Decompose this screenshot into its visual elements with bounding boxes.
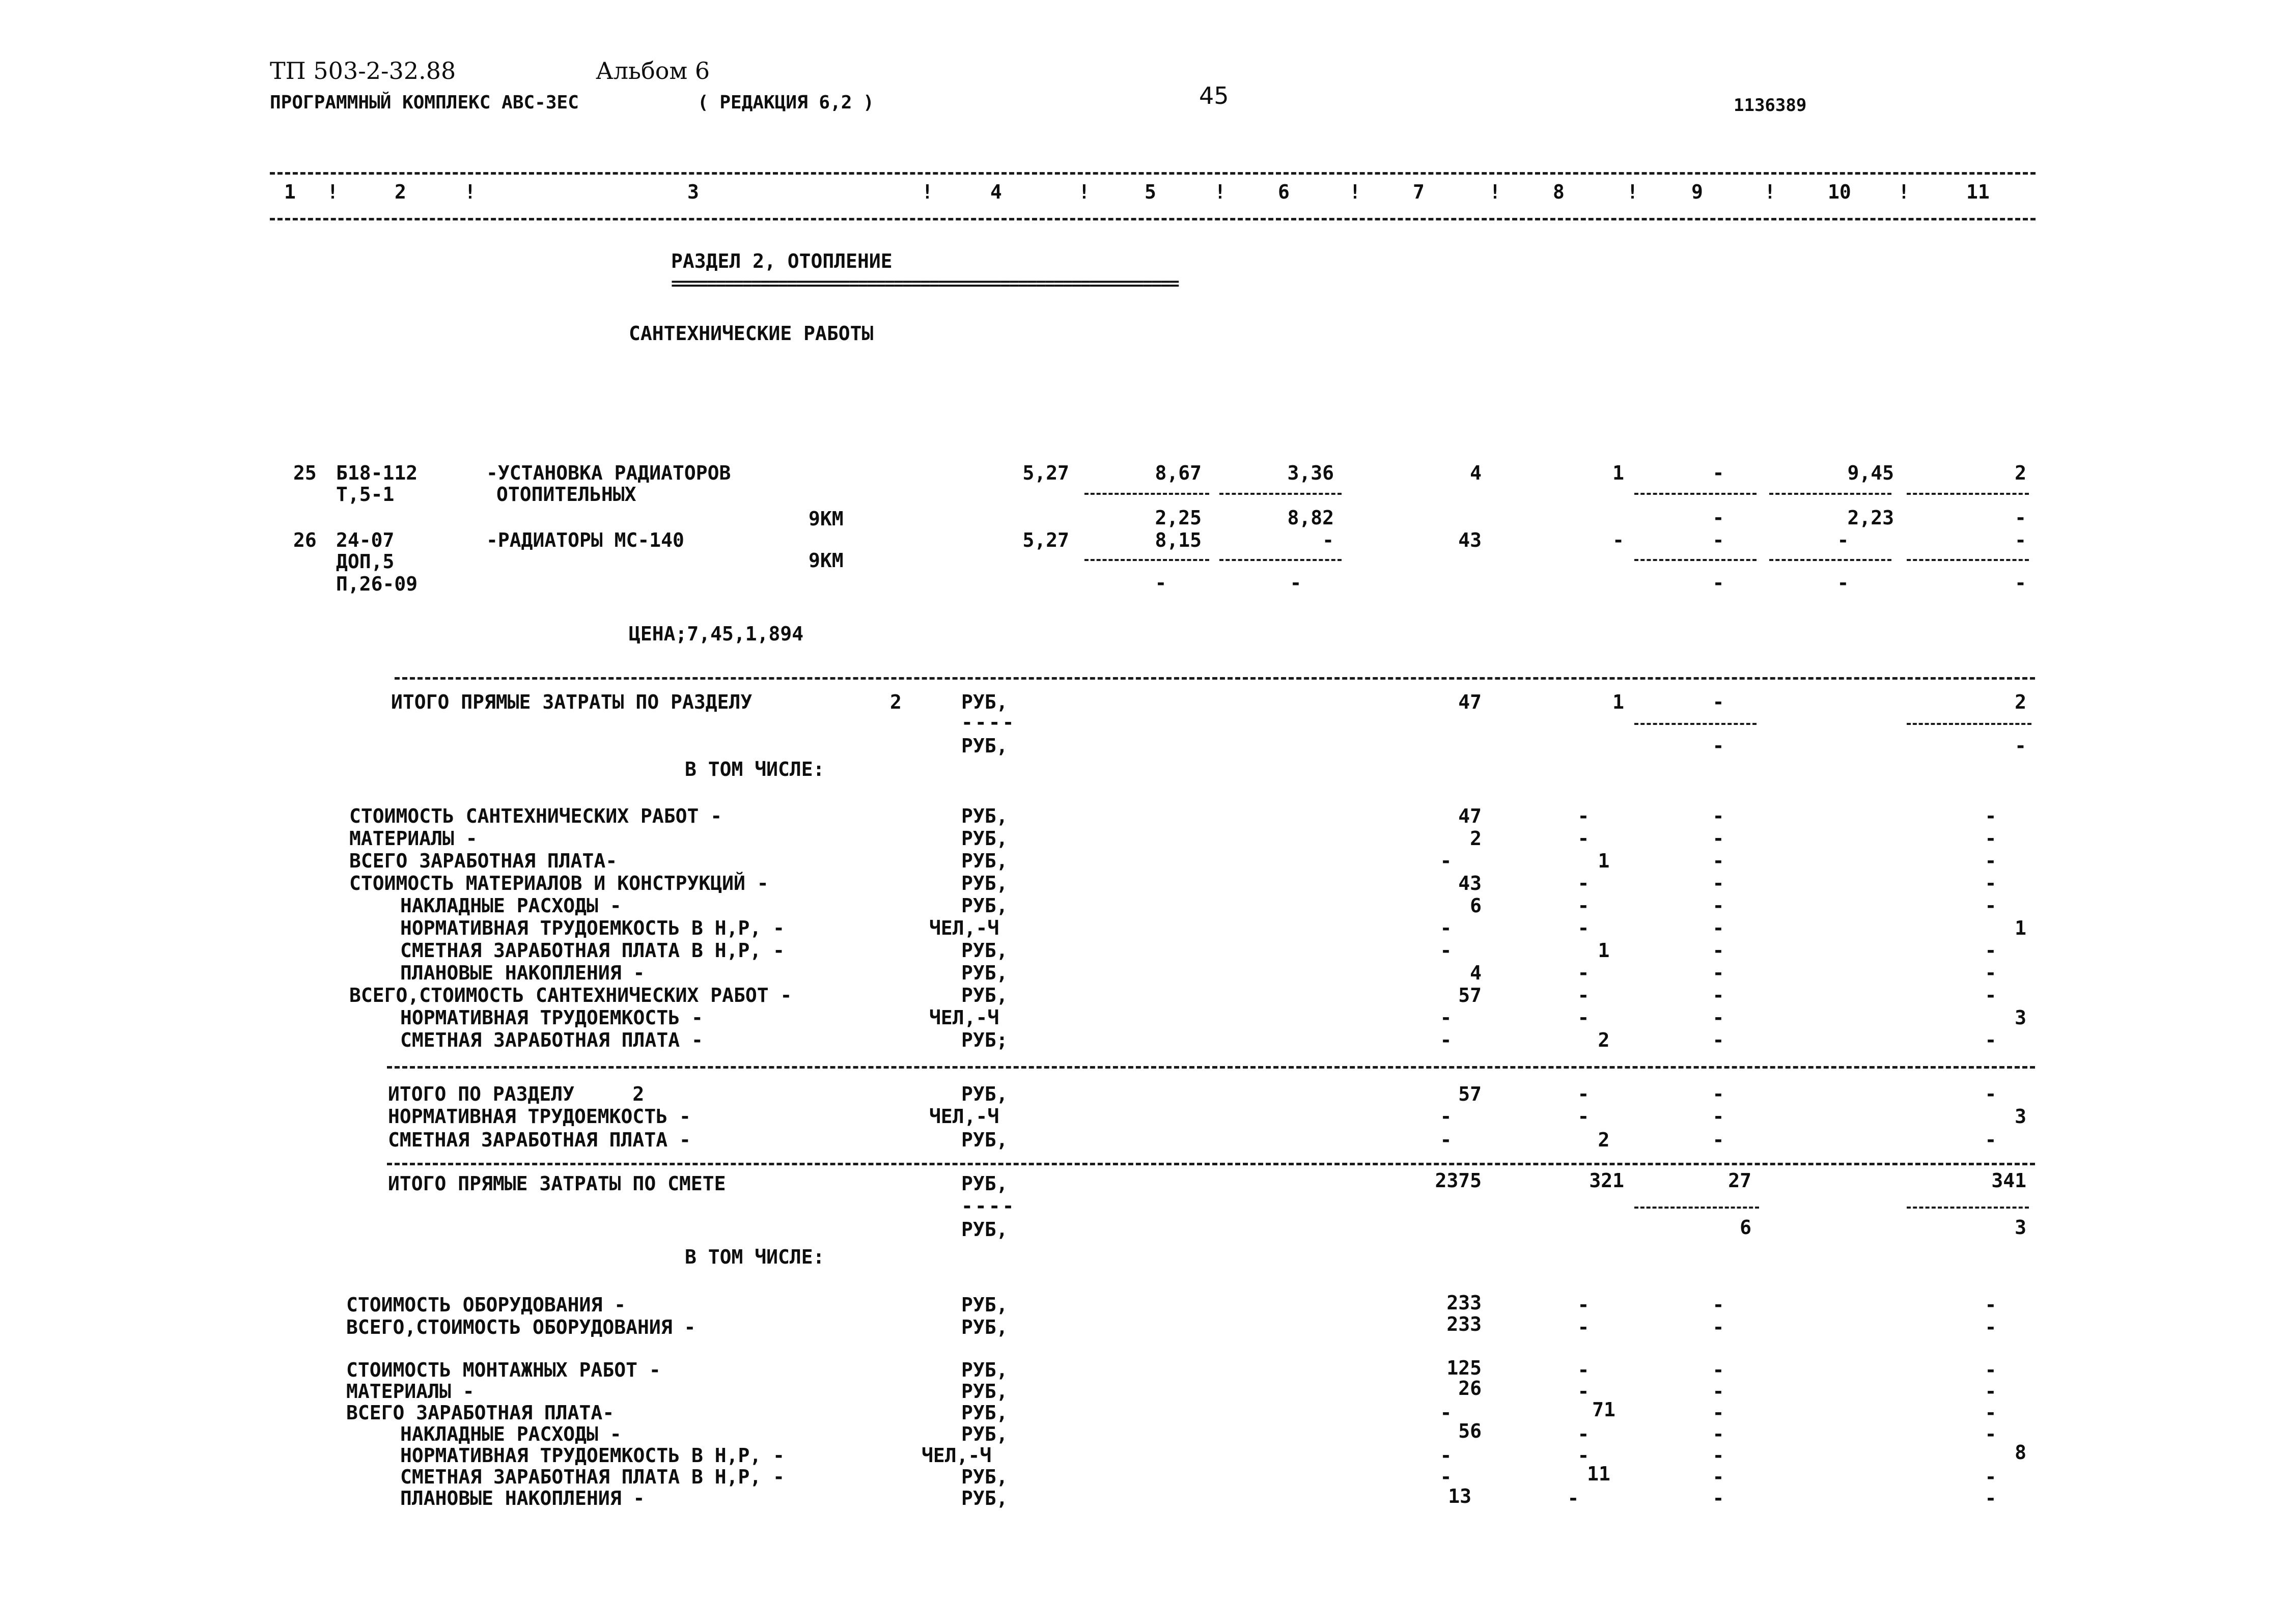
breakdown-wages: - bbox=[1577, 962, 1590, 984]
item-number: 25 bbox=[293, 462, 317, 484]
section-total-cost: - bbox=[1440, 1129, 1452, 1151]
estimate-total-label: ИТОГО ПРЯМЫЕ ЗАТРАТЫ ПО СМЕТЕ bbox=[388, 1172, 726, 1195]
breakdown-col11: - bbox=[1985, 827, 1997, 850]
installation-unit: РУБ, bbox=[961, 1380, 1008, 1403]
item-quantity: 5,27 bbox=[1022, 462, 1069, 484]
installation-label: СТОИМОСТЬ МОНТАЖНЫХ РАБОТ - bbox=[346, 1359, 661, 1381]
breakdown-col11: 1 bbox=[2015, 917, 2026, 939]
breakdown-col9: - bbox=[1712, 917, 1724, 939]
breakdown-unit: РУБ, bbox=[961, 962, 1008, 984]
cell-divider bbox=[1907, 559, 2029, 561]
breakdown-unit: ЧЕЛ,-Ч bbox=[929, 1006, 999, 1029]
item-unit: 9КМ bbox=[809, 549, 844, 572]
installation-wages: - bbox=[1577, 1423, 1590, 1445]
breakdown-col11: - bbox=[1985, 805, 1997, 827]
installation-col11: 8 bbox=[2015, 1441, 2026, 1464]
installation-wages: - bbox=[1577, 1380, 1590, 1403]
cell-divider bbox=[1084, 559, 1209, 561]
section-total-col9: - bbox=[1712, 1129, 1724, 1151]
breakdown-label: ВСЕГО,СТОИМОСТЬ САНТЕХНИЧЕСКИХ РАБОТ - bbox=[349, 984, 792, 1006]
breakdown-wages: - bbox=[1577, 1006, 1590, 1029]
total-wages: - bbox=[1612, 529, 1624, 551]
breakdown-col11: - bbox=[1985, 1029, 1997, 1051]
equipment-col11: - bbox=[1985, 1294, 1997, 1316]
section-total-col9: - bbox=[1712, 1083, 1724, 1105]
breakdown-label: НОРМАТИВНАЯ ТРУДОЕМКОСТЬ - bbox=[400, 1006, 703, 1029]
breakdown-cost: - bbox=[1440, 939, 1452, 962]
installation-unit: РУБ, bbox=[961, 1487, 1008, 1509]
breakdown-unit: РУБ, bbox=[961, 939, 1008, 962]
installation-cost: - bbox=[1440, 1466, 1452, 1488]
breakdown-col9: - bbox=[1712, 1006, 1724, 1029]
cell-divider bbox=[1634, 559, 1757, 561]
breakdown-label: НАКЛАДНЫЕ РАСХОДЫ - bbox=[400, 894, 622, 917]
item-code-supplement: ДОП,5 bbox=[336, 550, 395, 573]
section-title-underline: ========================================================= bbox=[671, 273, 1178, 294]
item-number: 26 bbox=[293, 529, 317, 551]
breakdown-wages: - bbox=[1577, 894, 1590, 917]
estimate-total-rule bbox=[387, 1163, 2035, 1165]
breakdown-cost: 6 bbox=[1470, 894, 1482, 917]
totals-col9: - bbox=[1712, 691, 1724, 713]
breakdown-label: МАТЕРИАЛЫ - bbox=[349, 827, 478, 850]
installation-cost: 26 bbox=[1458, 1377, 1482, 1399]
installation-cost: - bbox=[1440, 1402, 1452, 1424]
breakdown-unit: РУБ; bbox=[961, 1029, 1008, 1051]
totals-unit-dashes: ---- bbox=[961, 711, 1016, 734]
section-total-cost: - bbox=[1440, 1105, 1452, 1128]
column-separator: ! bbox=[1627, 181, 1638, 203]
section-total-col9: - bbox=[1712, 1105, 1724, 1128]
column-separator: ! bbox=[922, 181, 933, 203]
installation-unit: РУБ, bbox=[961, 1359, 1008, 1381]
breakdown-col9: - bbox=[1712, 894, 1724, 917]
installation-col11: - bbox=[1985, 1402, 1997, 1424]
installation-wages: 71 bbox=[1592, 1398, 1615, 1421]
breakdown-col9: - bbox=[1712, 850, 1724, 872]
breakdown-unit: РУБ, bbox=[961, 872, 1008, 894]
column-number: 4 bbox=[990, 181, 1002, 203]
breakdown-cost: - bbox=[1440, 917, 1452, 939]
installation-label: НОРМАТИВНАЯ ТРУДОЕМКОСТЬ В Н,Р, - bbox=[400, 1444, 785, 1467]
installation-col9: - bbox=[1712, 1359, 1724, 1381]
section-total-cost: 57 bbox=[1458, 1083, 1482, 1105]
column-number: 10 bbox=[1828, 181, 1851, 203]
totals-section-number: 2 bbox=[890, 691, 902, 713]
equipment-col9: - bbox=[1712, 1294, 1724, 1316]
totals-wages: 1 bbox=[1612, 691, 1624, 713]
section-total-unit: РУБ, bbox=[961, 1129, 1008, 1151]
column-separator: ! bbox=[1489, 181, 1501, 203]
breakdown-label: ВСЕГО ЗАРАБОТНАЯ ПЛАТА- bbox=[349, 850, 618, 872]
breakdown-cost: 4 bbox=[1470, 962, 1482, 984]
cell-divider bbox=[1769, 493, 1891, 495]
estimate-total-unit: РУБ, bbox=[961, 1172, 1008, 1195]
cell-divider bbox=[1084, 493, 1209, 495]
breakdown-label: СМЕТНАЯ ЗАРАБОТНАЯ ПЛАТА В Н,Р, - bbox=[400, 939, 785, 962]
section-totals-rule bbox=[387, 1066, 2035, 1069]
equipment-cost: 233 bbox=[1446, 1313, 1482, 1335]
section-total-col11: - bbox=[1985, 1129, 1997, 1151]
installation-label: СМЕТНАЯ ЗАРАБОТНАЯ ПЛАТА В Н,Р, - bbox=[400, 1466, 785, 1488]
installation-cost: 13 bbox=[1448, 1485, 1471, 1507]
col9-value-2: - bbox=[1712, 507, 1724, 529]
section-title: РАЗДЕЛ 2, ОТОПЛЕНИЕ bbox=[671, 250, 893, 272]
cell-divider bbox=[1219, 493, 1342, 495]
col10-value-2: - bbox=[1837, 572, 1849, 594]
installation-cost: - bbox=[1440, 1444, 1452, 1467]
breakdown-label: ПЛАНОВЫЕ НАКОПЛЕНИЯ - bbox=[400, 962, 645, 984]
equipment-label: ВСЕГО,СТОИМОСТЬ ОБОРУДОВАНИЯ - bbox=[346, 1316, 696, 1338]
totals-cost: 47 bbox=[1458, 691, 1482, 713]
breakdown-col9: - bbox=[1712, 1029, 1724, 1051]
breakdown-cost: 43 bbox=[1458, 872, 1482, 894]
cell-divider bbox=[1634, 1207, 1759, 1209]
unit-cost-wages-2: 8,82 bbox=[1287, 507, 1334, 529]
column-number: 3 bbox=[687, 181, 699, 203]
breakdown-col9: - bbox=[1712, 872, 1724, 894]
equipment-col9: - bbox=[1712, 1316, 1724, 1338]
section-total-col11: - bbox=[1985, 1083, 1997, 1105]
col9-value: - bbox=[1712, 462, 1724, 484]
col10-value: 9,45 bbox=[1847, 462, 1894, 484]
totals-col11: 2 bbox=[2015, 691, 2026, 713]
breakdown-unit: РУБ, bbox=[961, 850, 1008, 872]
column-separator: ! bbox=[1214, 181, 1226, 203]
breakdown-unit: РУБ, bbox=[961, 894, 1008, 917]
column-separator: ! bbox=[327, 181, 339, 203]
breakdown-wages: 1 bbox=[1598, 850, 1610, 872]
installation-label: ВСЕГО ЗАРАБОТНАЯ ПЛАТА- bbox=[346, 1402, 615, 1424]
item-name-cont: ОТОПИТЕЛЬНЫХ bbox=[496, 483, 636, 506]
document-code: ТП 503-2-32.88 bbox=[270, 57, 456, 85]
section-total-wages: - bbox=[1577, 1083, 1590, 1105]
header-rule-bottom bbox=[270, 218, 2036, 220]
cell-divider bbox=[1634, 723, 1757, 725]
including-label: В ТОМ ЧИСЛЕ: bbox=[685, 758, 825, 780]
estimate-total-unit-2: РУБ, bbox=[961, 1218, 1008, 1241]
breakdown-col9: - bbox=[1712, 962, 1724, 984]
breakdown-col11: - bbox=[1985, 984, 1997, 1006]
unit-cost-total: 8,67 bbox=[1155, 462, 1202, 484]
installation-wages: - bbox=[1577, 1359, 1590, 1381]
installation-wages: - bbox=[1567, 1487, 1579, 1509]
equipment-wages: - bbox=[1577, 1294, 1590, 1316]
breakdown-wages: - bbox=[1577, 917, 1590, 939]
total-wages: 1 bbox=[1612, 462, 1624, 484]
section-total-wages: - bbox=[1577, 1105, 1590, 1128]
installation-col11: - bbox=[1985, 1423, 1997, 1445]
program-name: ПРОГРАММНЫЙ КОМПЛЕКС АВС-ЗЕС bbox=[270, 92, 579, 113]
breakdown-col11: - bbox=[1985, 850, 1997, 872]
totals-label: ИТОГО ПРЯМЫЕ ЗАТРАТЫ ПО РАЗДЕЛУ bbox=[391, 691, 753, 713]
estimate-total-col9: 27 bbox=[1728, 1169, 1751, 1192]
cell-divider bbox=[1769, 559, 1891, 561]
breakdown-col9: - bbox=[1712, 827, 1724, 850]
item-code-table: Т,5-1 bbox=[336, 483, 395, 506]
installation-col9: - bbox=[1712, 1487, 1724, 1509]
estimate-total-cost: 2375 bbox=[1435, 1169, 1482, 1192]
installation-wages: 11 bbox=[1587, 1463, 1610, 1485]
item-unit: 9КМ bbox=[809, 508, 844, 530]
item-name: -УСТАНОВКА РАДИАТОРОВ bbox=[486, 462, 731, 484]
breakdown-label: НОРМАТИВНАЯ ТРУДОЕМКОСТЬ В Н,Р, - bbox=[400, 917, 785, 939]
col10-value-2: 2,23 bbox=[1847, 507, 1894, 529]
edition-label: ( РЕДАКЦИЯ 6,2 ) bbox=[698, 92, 874, 113]
totals-col11-2: - bbox=[2015, 735, 2026, 757]
column-number: 9 bbox=[1691, 181, 1703, 203]
column-separator: ! bbox=[1078, 181, 1090, 203]
section-total-col11: 3 bbox=[2015, 1105, 2026, 1128]
breakdown-col11: 3 bbox=[2015, 1006, 2026, 1029]
item-name: -РАДИАТОРЫ МС-140 bbox=[486, 529, 684, 551]
unit-cost-wages: 3,36 bbox=[1287, 462, 1334, 484]
installation-cost: 56 bbox=[1458, 1420, 1482, 1442]
breakdown-unit: ЧЕЛ,-Ч bbox=[929, 917, 999, 939]
installation-unit: РУБ, bbox=[961, 1423, 1008, 1445]
item-code: Б18-112 bbox=[336, 462, 418, 484]
column-number: 11 bbox=[1966, 181, 1990, 203]
column-number: 1 bbox=[284, 181, 296, 203]
installation-col11: - bbox=[1985, 1359, 1997, 1381]
total-cost: 4 bbox=[1470, 462, 1482, 484]
item-code-clause: П,26-09 bbox=[336, 573, 418, 595]
unit-cost-wages: - bbox=[1322, 529, 1334, 551]
unit-cost-wages-2: - bbox=[1290, 572, 1302, 594]
cell-divider bbox=[1219, 559, 1342, 561]
installation-cost: 125 bbox=[1446, 1357, 1482, 1379]
installation-unit: РУБ, bbox=[961, 1466, 1008, 1488]
unit-cost-total: 8,15 bbox=[1155, 529, 1202, 551]
breakdown-wages: - bbox=[1577, 872, 1590, 894]
section-total-label: ИТОГО ПО РАЗДЕЛУ 2 bbox=[388, 1083, 645, 1105]
breakdown-cost: - bbox=[1440, 850, 1452, 872]
breakdown-wages: - bbox=[1577, 805, 1590, 827]
installation-col9: - bbox=[1712, 1380, 1724, 1403]
installation-col11: - bbox=[1985, 1466, 1997, 1488]
document-number: 1136389 bbox=[1734, 95, 1807, 116]
equipment-col11: - bbox=[1985, 1316, 1997, 1338]
breakdown-col9: - bbox=[1712, 984, 1724, 1006]
column-number: 8 bbox=[1553, 181, 1565, 203]
equipment-label: СТОИМОСТЬ ОБОРУДОВАНИЯ - bbox=[346, 1294, 626, 1316]
breakdown-label: СМЕТНАЯ ЗАРАБОТНАЯ ПЛАТА - bbox=[400, 1029, 703, 1051]
column-separator: ! bbox=[1764, 181, 1776, 203]
header-rule-top bbox=[270, 172, 2036, 175]
section-total-label: СМЕТНАЯ ЗАРАБОТНАЯ ПЛАТА - bbox=[388, 1129, 691, 1151]
section-total-wages: 2 bbox=[1598, 1129, 1610, 1151]
breakdown-col11: - bbox=[1985, 894, 1997, 917]
breakdown-cost: 2 bbox=[1470, 827, 1482, 850]
including-label-2: В ТОМ ЧИСЛЕ: bbox=[685, 1246, 825, 1268]
breakdown-cost: - bbox=[1440, 1029, 1452, 1051]
estimate-total-wages: 321 bbox=[1589, 1169, 1624, 1192]
album-label: Альбом 6 bbox=[596, 57, 710, 85]
estimate-total-col9-2: 6 bbox=[1740, 1216, 1751, 1239]
totals-unit: РУБ, bbox=[961, 691, 1008, 713]
col9-value: - bbox=[1712, 529, 1724, 551]
cell-divider bbox=[1907, 493, 2029, 495]
installation-col9: - bbox=[1712, 1466, 1724, 1488]
cell-divider bbox=[1634, 493, 1757, 495]
breakdown-cost: - bbox=[1440, 1006, 1452, 1029]
installation-unit: ЧЕЛ,-Ч bbox=[922, 1444, 992, 1467]
equipment-unit: РУБ, bbox=[961, 1316, 1008, 1338]
cell-divider bbox=[1907, 1207, 2029, 1209]
installation-unit: РУБ, bbox=[961, 1402, 1008, 1424]
installation-col11: - bbox=[1985, 1380, 1997, 1403]
section-subtitle: САНТЕХНИЧЕСКИЕ РАБОТЫ bbox=[629, 322, 874, 345]
unit-cost-total-2: - bbox=[1155, 572, 1167, 594]
total-cost: 43 bbox=[1458, 529, 1482, 551]
installation-col9: - bbox=[1712, 1423, 1724, 1445]
section-total-label: НОРМАТИВНАЯ ТРУДОЕМКОСТЬ - bbox=[388, 1105, 691, 1128]
section-total-unit: ЧЕЛ,-Ч bbox=[929, 1105, 999, 1128]
section-total-unit: РУБ, bbox=[961, 1083, 1008, 1105]
column-number: 7 bbox=[1413, 181, 1425, 203]
breakdown-label: СТОИМОСТЬ САНТЕХНИЧЕСКИХ РАБОТ - bbox=[349, 805, 722, 827]
column-number: 6 bbox=[1278, 181, 1290, 203]
col10-value: - bbox=[1837, 529, 1849, 551]
totals-unit-2: РУБ, bbox=[961, 735, 1008, 757]
breakdown-col11: - bbox=[1985, 872, 1997, 894]
item-code: 24-07 bbox=[336, 529, 395, 551]
unit-cost-total-2: 2,25 bbox=[1155, 507, 1202, 529]
breakdown-unit: РУБ, bbox=[961, 827, 1008, 850]
estimate-total-unit-dashes: ---- bbox=[961, 1195, 1016, 1217]
col11-value: 2 bbox=[2015, 462, 2026, 484]
installation-label: НАКЛАДНЫЕ РАСХОДЫ - bbox=[400, 1423, 622, 1445]
equipment-unit: РУБ, bbox=[961, 1294, 1008, 1316]
estimate-total-col11: 341 bbox=[1991, 1169, 2026, 1192]
installation-label: ПЛАНОВЫЕ НАКОПЛЕНИЯ - bbox=[400, 1487, 645, 1509]
price-note: ЦЕНА;7,45,1,894 bbox=[629, 623, 804, 645]
breakdown-wages: - bbox=[1577, 984, 1590, 1006]
col11-value: - bbox=[2015, 529, 2026, 551]
col11-value-2: - bbox=[2015, 507, 2026, 529]
item-quantity: 5,27 bbox=[1022, 529, 1069, 551]
breakdown-col9: - bbox=[1712, 939, 1724, 962]
column-number: 5 bbox=[1145, 181, 1156, 203]
breakdown-col11: - bbox=[1985, 939, 1997, 962]
totals-col9-2: - bbox=[1712, 735, 1724, 757]
totals-rule bbox=[395, 677, 2035, 680]
breakdown-wages: 1 bbox=[1598, 939, 1610, 962]
breakdown-cost: 47 bbox=[1458, 805, 1482, 827]
breakdown-cost: 57 bbox=[1458, 984, 1482, 1006]
cell-divider bbox=[1907, 723, 2031, 725]
installation-col9: - bbox=[1712, 1444, 1724, 1467]
breakdown-col9: - bbox=[1712, 805, 1724, 827]
column-number: 2 bbox=[395, 181, 406, 203]
breakdown-unit: РУБ, bbox=[961, 984, 1008, 1006]
breakdown-wages: 2 bbox=[1598, 1029, 1610, 1051]
column-separator: ! bbox=[1349, 181, 1361, 203]
installation-col11: - bbox=[1985, 1487, 1997, 1509]
estimate-total-col11-2: 3 bbox=[2015, 1216, 2026, 1239]
column-separator: ! bbox=[1898, 181, 1910, 203]
page-number: 45 bbox=[1199, 82, 1229, 109]
breakdown-col11: - bbox=[1985, 962, 1997, 984]
breakdown-label: СТОИМОСТЬ МАТЕРИАЛОВ И КОНСТРУКЦИЙ - bbox=[349, 872, 769, 894]
equipment-wages: - bbox=[1577, 1316, 1590, 1338]
installation-wages: - bbox=[1577, 1444, 1590, 1467]
col9-value-2: - bbox=[1712, 572, 1724, 594]
col11-value-2: - bbox=[2015, 572, 2026, 594]
equipment-cost: 233 bbox=[1446, 1292, 1482, 1314]
installation-col9: - bbox=[1712, 1402, 1724, 1424]
installation-label: МАТЕРИАЛЫ - bbox=[346, 1380, 475, 1403]
breakdown-unit: РУБ, bbox=[961, 805, 1008, 827]
breakdown-wages: - bbox=[1577, 827, 1590, 850]
column-separator: ! bbox=[464, 181, 476, 203]
